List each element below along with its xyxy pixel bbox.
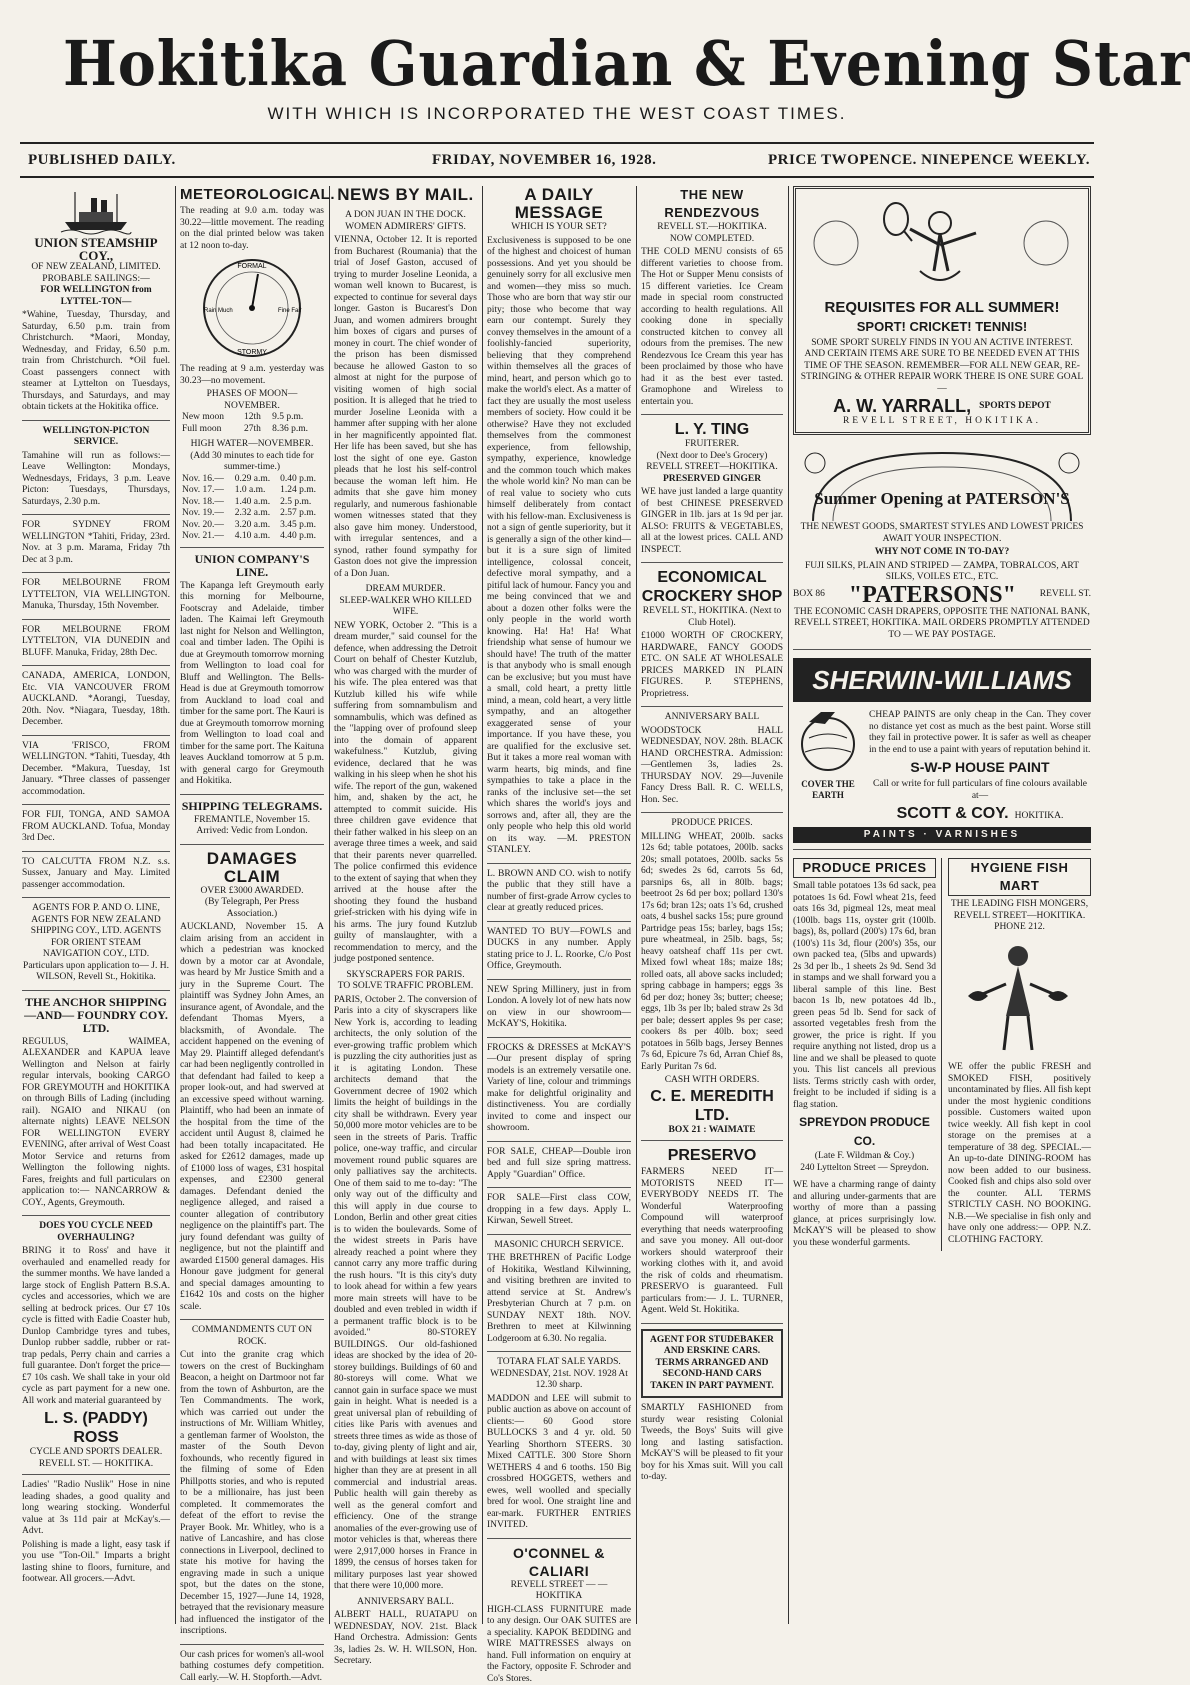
spreydon-sub: (Late F. Wildman & Coy.)	[793, 1151, 936, 1163]
sherwin-williams-footer: PAINTS · VARNISHES	[793, 827, 1091, 843]
patersons-name-row	[793, 586, 1091, 605]
column-1	[22, 186, 170, 1624]
column-5	[641, 186, 783, 1624]
meteorological-text-2: The reading at 9 a.m. yesterday was 30.23—no movement.	[180, 364, 324, 387]
produce-prices-advert	[793, 858, 942, 1251]
dream-heading: DREAM MURDER.	[334, 584, 477, 596]
column-divider	[329, 186, 330, 1624]
wanted-advert: WANTED TO BUY—FOWLS and DUCKS in any number. Apply stating price to J. L. Roorke, C/o Post Office, Greymouth.	[487, 927, 631, 973]
sydney-sailing: FOR SYDNEY FROM WELLINGTON *Tahiti, Friday, 23rd. Nov. at 3 p.m. Marama, Friday 7th Dec at 3 p.m.	[22, 520, 170, 566]
ross-address: CYCLE AND SPORTS DEALER. REVELL ST. — HOKITIKA.	[22, 1447, 170, 1470]
yarrall-depot: SPORTS DEPOT	[979, 401, 1051, 413]
patersons-advert	[793, 443, 1091, 651]
patersons-title: Summer Opening at PATERSON'S	[793, 489, 1091, 508]
anniversary-heading: ANNIVERSARY BALL	[641, 712, 783, 724]
column-divider	[175, 186, 176, 1624]
meredith-name: C. E. MEREDITH LTD.	[641, 1087, 783, 1125]
spreydon-heading: PRODUCE PRICES	[793, 858, 936, 878]
spreydon-address: 240 Lyttelton Street — Spreydon.	[793, 1163, 936, 1175]
union-text: The Kapanga left Greymouth early this morning for Melbourne, Footscray and Adelaide, timber laden. The Kaimai left Greymouth last night for Nelson and Wellington, coal and timber laden. The Opihi is due at Greymouth tomorrow morning from Wellington to load coal for Bluff and Wellington. The Bells-Head is due at Greymouth tomorrow from Auckland to load coal and timber for the same port. The Kauri is due at Greymouth tomorrow morning from Wellington to load coal and timber for the same port. The Kaituna leaves Auckland tomorrow at 5 p.m. with general cargo for Greymouth and Hokitika.	[180, 581, 324, 788]
wellington-heading: FOR WELLINGTON from LYTTEL-TON—	[22, 285, 170, 308]
column-divider	[482, 186, 483, 1624]
meredith-box: BOX 21 : WAIMATE	[641, 1125, 783, 1137]
cycle-heading: DOES YOU CYCLE NEED OVERHAULING?	[22, 1221, 170, 1244]
globe-icon	[795, 708, 861, 774]
undergarments-advert: WE have a charming range of dainty and alluring under-garments that are worthy of more than a passing glance, at prices surprisingly low. McKAY'S will be pleased to show you these wonderful garments.	[793, 1180, 936, 1249]
melbourne-sailing-2: FOR MELBOURNE FROM LYTTELTON, VIA DUNEDIN and BLUFF. Manuka, Friday, 28th Dec.	[22, 625, 170, 660]
cow-sale-advert: FOR SALE—First class COW, dropping in a few days. Apply L. Kirwan, Sewell Street.	[487, 1193, 631, 1228]
table-row	[180, 508, 324, 520]
oconnel-title: O'CONNEL & CALIARI	[487, 1544, 631, 1580]
produce-heading: PRODUCE PRICES.	[641, 818, 783, 830]
picton-text: Tamahine will run as follows:— Leave Wellington: Mondays, Wednesdays, Fridays, 3 p.m. Leave Picton: Tuesdays, Thursdays, Saturdays, 2.30 p.m.	[22, 451, 170, 509]
crockery-text: £1000 WORTH OF CROCKERY, HARDWARE, FANCY GOODS ETC. ON SALE AT WHOLESALE PRICES MARKED IN PLAIN FIGURES. P. STEPHENS, Proprietress.	[641, 631, 783, 700]
yarrall-address: REVELL STREET, HOKITIKA.	[800, 416, 1084, 428]
damages-title: DAMAGES CLAIM	[180, 850, 324, 886]
bathing-advert: Our cash prices for women's all-wool bathing costumes defy competition. Call early.—W. H. Stopforth.—Advt.	[180, 1650, 324, 1685]
preservo-text: FARMERS NEED IT—MOTORISTS NEED IT—EVERYBODY NEEDS IT. The Wonderful Waterproofing Compound will waterproof everything that needs waterproofing and save you money. All out-door workers should waterproof their working clothes with it, and avoid the risk of colds and rheumatism. PRESERVO is guaranteed. Full particulars from:— J. L. TURNER, Agent. Weld St. Hokitika.	[641, 1167, 783, 1317]
hose-advert: Ladies' "Radio Nuslik" Hose in nine leading shades, a good quality and long wearing stocking. Wonderful value at 3s 11d pair at McKay's.—Advt.	[22, 1480, 170, 1538]
masthead	[20, 28, 1094, 128]
table-cell: 0.29 a.m.	[233, 474, 278, 486]
table-row	[180, 424, 324, 436]
patersons-ornament	[793, 443, 1091, 523]
yarrall-name: A. W. YARRALL,	[833, 397, 971, 416]
table-cell: 9.5 p.m.	[270, 412, 324, 424]
usc-title: UNION STEAMSHIP COY.,	[22, 236, 170, 262]
dream-subheading: SLEEP-WALKER WHO KILLED WIFE.	[334, 596, 477, 619]
table-row	[180, 520, 324, 532]
polish-advert: Polishing is made a light, easy task if you use "Ton-Oil." Imparts a bright lasting shine to floors, furniture, and footwear. All grocers.—Advt.	[22, 1540, 170, 1586]
sherwin-williams-text: CHEAP PAINTS are only cheap in the Can. They cover no distance yet cost as much as the best paint. Worse still they fail in protective power. It is safer as well as cheaper in the end to use a paint with years of reputation behind it.	[869, 710, 1091, 756]
column-divider	[636, 186, 637, 1624]
moon-heading: PHASES OF MOON—NOVEMBER.	[180, 389, 324, 412]
dial-right-label: Fine Fair	[278, 308, 302, 314]
spreydon-text: Small table potatoes 13s 6d sack, pea potatoes 1s 6d. Fowl wheat 21s, feed oats 16s 3d, pigmeal 12s, meat meal (100lb. bags 11s, oyster grit (100lb. bags), 8s, pollard (200's) 17s 6d, bran (100's) 11s 3d, flour (200's) 35s, our own packed tea, (5lbs and upwards) 2s 3d per lb., 1 sheets 2s 9d. Send 3d in stamps and we shall forward you a liberal sample of this line. Best bacon 1s lb, new potatoes 4d lb., green peas 5d lb. Send for sack of assorted vegetables fresh from the grower, the price is right. If you require anything not listed, drop us a line and we shall be pleased to quote you. This list cancels all previous lists. Terms strictly cash with order, freight to be included if siding is a flag station.	[793, 881, 936, 1111]
spreydon-name: SPREYDON PRODUCE CO.	[793, 1113, 936, 1151]
daily-message-text: Exclusiveness is supposed to be one of the highest and choicest of human possessions. And yet you should be genuinely sorry for all exclusive men and women—they miss so much. Those who are born that way stir our pity; those who become that way earn our contempt. Surely they convey themselves in the amount of a foolishly-fancied superiority, believing that they comprehend within themselves all the graces of mind, heart, and person which go to make the world's elect. As a matter of fact they are usually the most useless members of society. How could it be otherwise? Have they not excluded themselves from the commonest experience, from fellowship, sympathy, experience, knowledge and the common touch which makes the whole world kin? No man can be of real value to society who cuts himself deliberately from contact with his fellow-man. Exclusiveness is not a sign of gentle superiority, but it is generally a sign of the other kind—but it is a sure sign of limited intelligence, colossal conceit, defective moral sympathy, and a pitiful lack of humour. Fancy you and me being convinced that we and about a dozen other folks were the only people in the world worth knowing. Ha! Ha! Ha! What friendship what sense of humour we should have! The truth of the matter is that anybody who is small enough can be exclusive; but you must have a small, cold heart, a pretty little mind, a mean, cold heart, a very little sympathy, and an altogether exaggerated sense of your importance. If you have these, you are qualified for the exclusive set. But it takes a more real woman with warm hearts, big minds, and fine sympathies to take a place in the ranks of the inclusive set—the set which shares the world's joys and sorrows and, after all, they are the only people who help this old world on its way. —M. PRESTON STANLEY.	[487, 236, 631, 857]
table-row	[180, 474, 324, 486]
skyscrapers-subheading: TO SOLVE TRAFFIC PROBLEM.	[334, 981, 477, 993]
damages-text: AUCKLAND, November 15. A claim arising from an accident in which a pedestrian was knocked down by a motor car at Avondale, was heard by Mr Justice Smith and a jury in the Supreme Court. The plaintiff was Sydney John Ames, an insurance agent, of Avondale, and the defendant Thomas Myers, a blacksmith, of Avondale. The accident happened on the evening of May 29. Plaintiff alleged defendant's car had been negligently controlled in that defendant had failed to keep a proper look-out, and had swerved at an excessive speed without warning. Plaintiff, who had been an inmate of the hospital from the time of the accident until August 8, claimed he had been totally incapacitated. He asked for £2612 damages, made up of £1000 loss of wages, £31 hospital expenses, and £2300 general damages. Defendant denied the negligence alleged, and raised a counter allegation of contributory negligence on the plaintiff's part. The jury found defendant was guilty of negligence, but not the plaintiff and awarded £1500 general damages. His Honour gave judgment for general and special damages amounting to £1642 10s and costs on the higher scale.	[180, 922, 324, 1313]
frisco-sailing: VIA 'FRISCO, FROM WELLINGTON. *Tahiti, Tuesday, 4th December. *Makura, Tuesday, 1st January. *Three classes of passenger accommodation.	[22, 741, 170, 799]
table-row	[180, 412, 324, 424]
skyscrapers-heading: SKYSCRAPERS FOR PARIS.	[334, 970, 477, 982]
sherwin-williams-banner: SHERWIN-WILLIAMS	[793, 658, 1091, 702]
ginger-text: WE have just landed a large quantity of best CHINESE PRESERVED GINGER in 1lb. jars at 1s 9d per jar. ALSO: FRUITS & VEGETABLES, all at the lowest prices. CALL AND INSPECT.	[641, 487, 783, 556]
yarrall-heading: REQUISITES FOR ALL SUMMER!	[800, 298, 1084, 317]
ting-subtitle: FRUITERER.	[641, 439, 783, 451]
crockery-address: REVELL ST., HOKITIKA. (Next to Club Hotel).	[641, 606, 783, 629]
sale-yards-date: WEDNESDAY, 21st. NOV. 1928 At 12.30 sharp.	[487, 1369, 631, 1392]
table-cell: Full moon	[180, 424, 242, 436]
sherwin-williams-advert	[793, 658, 1091, 850]
shipping-agents: AGENTS FOR P. AND O. LINE, AGENTS FOR NEW ZEALAND SHIPPING COY., LTD. AGENTS FOR ORIENT STEAM NAVIGATION COY., LTD. Particulars upon application to— J. H. WILSON, Revell St., Hokitika.	[22, 903, 170, 984]
commandments-title: COMMANDMENTS CUT ON ROCK.	[180, 1325, 324, 1348]
fish-mart-title: HYGIENE FISH MART	[948, 858, 1091, 896]
dial-top-label: FORMAL	[237, 263, 266, 270]
studebaker-agent: AGENT FOR STUDEBAKER AND ERSKINE CARS. TERMS ARRANGED AND SECOND-HAND CARS TAKEN IN PART PAYMENT.	[647, 1335, 777, 1393]
table-cell: 1.40 a.m.	[233, 497, 278, 509]
patersons-why: WHY NOT COME IN TO-DAY?	[793, 547, 1091, 559]
anniversary-text: WOODSTOCK HALL WEDNESDAY, NOV. 28th. BLACK HAND ORCHESTRA. Admission:—Gentlemen 3s, ladies 2s. THURSDAY NOV. 29—Juvenile Fancy Dress Ball. R. C. WELLS, Hon. Sec.	[641, 726, 783, 807]
yarrall-text: SOME SPORT SURELY FINDS IN YOU AN ACTIVE INTEREST. AND CERTAIN ITEMS ARE SURE TO BE NEEDED EVEN AT THIS TIME OF THE SEASON. REMEMBER—FOR ALL NEW GEAR, RE-STRINGING & OTHER REPAIR WORK THERE IS ONE SURE GOAL—	[800, 338, 1084, 396]
damages-subtitle: OVER £3000 AWARDED.	[180, 886, 324, 898]
tennis-player-illustration	[800, 193, 1082, 293]
patersons-name: "PATERSONS"	[849, 586, 1016, 605]
column-divider	[788, 186, 789, 1624]
table-row	[180, 485, 324, 497]
sherwin-williams-call: Call or write for full particulars of fine colours available at—	[869, 779, 1091, 802]
masonic-heading: MASONIC CHURCH SERVICE.	[487, 1240, 631, 1252]
damages-credit: (By Telegraph, Per Press Association.)	[180, 897, 324, 920]
wellington-text: *Wahine, Tuesday, Thursday, and Saturday, 6.50 p.m. train from Christchurch. *Maori, Monday, Wednesday, and Friday, 6.50 p.m. train from Christchurch. *Oil fuel. Coast passengers connect with steamer at Lyttelton on Tuesdays, Thursdays, and Saturdays, and may obtain tickets at the Hokitika office.	[22, 310, 170, 414]
sherwin-williams-body	[793, 708, 1091, 823]
canada-sailing: CANADA, AMERICA, LONDON, Etc. VIA VANCOUVER FROM AUCKLAND. *Aorangi, Tuesday, 20th. Nov. *Niagara, Tuesday, 18th. December.	[22, 671, 170, 729]
table-cell: Nov. 17.—	[180, 485, 233, 497]
table-cell: 1.0 a.m.	[233, 485, 278, 497]
table-cell: Nov. 21.—	[180, 531, 233, 543]
table-cell: 3.20 a.m.	[233, 520, 278, 532]
table-cell: 27th	[242, 424, 270, 436]
fish-mart-text: WE offer the public FRESH and SMOKED FISH, positively uncontaminated by flies. All fish kept under the most hygienic conditions possible. Customers waited upon twice weekly. All fish kept in cool storage on the premises at a temperature of 38 deg. SPECIAL.—An up-to-date DINING-ROOM has now been added to our business. Cooked fish and chips also sold over the counter. ALL TERMS STRICTLY CASH. NO BOOKING. N.B.—We specialise in fish only and have only one address:— OPP. N.Z. CLOTHING FACTORY.	[948, 1062, 1091, 1246]
table-cell: Nov. 18.—	[180, 497, 233, 509]
boys-suits-advert: SMARTLY FASHIONED from sturdy wear resisting Colonial Tweeds, the Boys' Suits will give long and lasting satisfaction. McKAY'S will be pleased to fit your boy for his Xmas suit. Will you call to-day.	[641, 1403, 783, 1484]
news-by-mail-title: NEWS BY MAIL.	[334, 186, 477, 204]
usc-sailings: PROBABLE SAILINGS:—	[22, 274, 170, 286]
patersons-text: THE NEWEST GOODS, SMARTEST STYLES AND LOWEST PRICES AWAIT YOUR INSPECTION.	[793, 522, 1091, 545]
usc-subtitle: OF NEW ZEALAND, LIMITED.	[22, 262, 170, 274]
steamship-icon	[61, 188, 131, 234]
newspaper-subtitle: WITH WHICH IS INCORPORATED THE WEST COAST TIMES.	[20, 104, 1094, 124]
shipping-text: FREMANTLE, November 15. Arrived: Vedic from London.	[180, 815, 324, 838]
don-juan-heading: A DON JUAN IN THE DOCK.	[334, 210, 477, 222]
ting-title: L. Y. TING	[641, 420, 783, 439]
masonic-text: THE BRETHREN of Pacific Lodge of Hokitika, Westland Kilwinning, and visiting brethren are invited to attend service at St. Andrew's Presbyterian Church at 7 p.m. on SUNDAY NEXT 18th. NOV. Brethren to meet at Kilwinning Lodgeroom at 6.30. No regalia.	[487, 1253, 631, 1345]
yarrall-signature	[800, 397, 1084, 416]
ginger-heading: PRESERVED GINGER	[641, 474, 783, 486]
column-6	[793, 186, 1091, 1624]
dateline-rule	[20, 176, 1094, 178]
scott-town: HOKITIKA.	[1015, 811, 1064, 823]
moon-table	[180, 412, 324, 435]
ball-heading: ANNIVERSARY BALL.	[334, 1597, 477, 1609]
sale-yards-text: MADDON and LEE will submit to public auction as above on account of clients:— 60 Good store BULLOCKS 3 and 4 yr. old. 50 Yearling Shorthorn STEERS. 30 Mixed CATTLE. 300 Store Shorn WETHERS 4 and 6 tooths. 150 Big crossbred HOGGETS, wethers and ewes, well woolled and specially bred for wool. One straight line and ear-mark. FURTHER ENTRIES INVITED.	[487, 1394, 631, 1532]
rendezvous-title: THE NEW RENDEZVOUS	[641, 186, 783, 222]
preservo-title: PRESERVO	[641, 1146, 783, 1165]
table-cell: 2.32 a.m.	[233, 508, 278, 520]
column-2	[180, 186, 324, 1624]
skyscrapers-text: PARIS, October 2. The conversion of Paris into a city of skyscrapers like New York is, according to leading architects, the only solution of the ever-growing traffic problem which is puzzling the city authorities just as it is agitating London. These architects demand that the Government decree of 1902 which limits the height of buildings in the city shall be withdrawn. Every year 50,000 more motor vehicles are to be seen in the streets of Paris. Traffic police, one-way traffic, and circular movement round public squares are only palliatives say the architects. One of them said to me to-day: "The only way out of the difficulty and this will apply in due course to London, Berlin and other great cities is to widen the boulevards. Some of the widest streets in Paris have already reached a point where they cannot carry any more traffic during the rush hours. "It is this city's duty to look ahead for within a few years more main streets will have to be doubled and even trebled in width if a permanent traffic block is to be avoided." 80-STOREY BUILDINGS. Our old-fashioned ideas are shocked by the idea of 20-storey buildings. Buildings of 60 and 80-storeys will come. What we cannot gain in surface space we must gain in height. What is needed is a great universal plan of rebuilding of cities like Paris with avenues and streets three times as wide as those of to-day, giving plenty of light and air, and with buildings at least six times higher than they are at present in all commercial and industrial areas. Public health will gain thereby as well as the general comfort and efficiency. One of the strange anomalies of the ever-growing use of motor vehicles is that, whereas there were 2,917,000 horses in France in 1899, the census of horses taken for military purposes last year showed that there were 10,000 more.	[334, 995, 477, 1593]
table-cell: Nov. 16.—	[180, 474, 233, 486]
yarrall-advert	[793, 186, 1091, 435]
dream-text: NEW YORK, October 2. "This is a dream murder," said counsel for the defence, when addressing the Detroit Court on behalf of Chester Kutzlub, who was charged with the murder of his wife. The plea entered was that Kutzlub killed his wife while suffering from somnambulism and somnambulis, which was defined as the "lapping over of profound sleep into the domain of apparent wakefulness." Kutzlub, giving evidence, declared that he was walking in his sleep when he shot his wife. The report of the gun, wakened him, and, shaken by the act, he attempted to commit suicide. His three children gave evidence that their father walked in his sleep on an average three times a week, and said that their parents never quarrelled. The police confirmed this evidence to the extent of saying that when they arrived at the house after the shooting they found the husband grief-stricken with his dying wife in his arms. The jury found Kutzlub guilty of manslaughter, with a recommendation to mercy, and the judge postponed sentence.	[334, 621, 477, 966]
oconnel-address: REVELL STREET — — HOKITIKA	[487, 1580, 631, 1603]
table-row	[180, 531, 324, 543]
produce-text: MILLING WHEAT, 200lb. sacks 12s 6d; table potatoes, 200lb. sacks 20s; small potatoes, 200lb. sacks 5s 6d; swedes 2s 6d, carrots 5s 6d, parsnips 6s, all in 80lb. bags; beetroot 2s 6d per box; pollard 130's 17s 6d; bran 12s; oats 1's 6d, crushed oats, 4 bushel sacks 15s; pure ground Partridge peas 15s; barley, bags 15s; pure wheatmeal, in 25lb. bags, 5s; heavy oatsheaf chaff 11s per cwt. Mixed fowl wheat 18s; maize 18s; rolled oats, all above sacks included; spring cabbage in hampers; eggs 3s 6d per doz; honey 3s; butter; cheese; eggs, 1lb 3s per lb; baled straw 2s 3d per bale; dessert apples 9s per case; cookers 8s per 40lb. box; seed potatoes in 56lb bags, Jersey Bennes 7s 6d, Epicure 7s 6d, Arran Chief 8s, Early Puritan 7s 6d.	[641, 832, 783, 1074]
don-juan-text: VIENNA, October 12. It is reported from Bucharest (Roumania) that the trial of Josef Gaston, accused of trying to murder Joseline Leonida, a woman well known to Bucarest, is expected to continue for several days longer. Gaston is Bucarest's Don Juan, and women admirers brought him boxes of cigars and purses of money in court. The chief wonder of the prison has been dismissed because he allowed Gaston to so almost at night for the purpose of visiting women of high social position. It is alleged that he tried to murder Joseline Leonida with a hammer after supping with her alone in her magnificently appointed flat. Her life has been saved, but she has lost the sight of one eye. Gaston pleads that he lost his self-control because the woman left him. He admits that she gave him money regularly, and numerous fashionable women witnesses stated that they also gave him money. Understood, with irregular sentences, and a synod, rather found sympathy for Gaston does not give the impression of a Don Juan.	[334, 235, 477, 580]
fish-mart-sub: THE LEADING FISH MONGERS, REVELL STREET—HOKITIKA. PHONE 212.	[948, 899, 1091, 934]
dateline-price: PRICE TWOPENCE. NINEPENCE WEEKLY.	[768, 152, 1090, 169]
sale-yards-heading: TOTARA FLAT SALE YARDS.	[487, 1357, 631, 1369]
crockery-title: ECONOMICAL CROCKERY SHOP	[641, 568, 783, 606]
fish-mart-advert	[948, 858, 1091, 1251]
table-cell: 4.10 a.m.	[233, 531, 278, 543]
column-4	[487, 186, 631, 1624]
brown-advert: L. BROWN AND CO. wish to notify the public that they still have a number of first-grade Arrow cycles to clear at greatly reduced prices.	[487, 869, 631, 915]
anchor-text: REGULUS, WAIMEA, ALEXANDER and KAPUA leave Wellington and Nelson at fairly regular intervals, booking CARGO FOR GREYMOUTH and HOKITIKA on through Bills of Lading (including rail). NGAIO and NIKAU (on alternate nights) LEAVE NELSON FOR WELLINGTON EVERY EVENING, after arrival of West Coast Motor Service and returns from Wellington the following nights. Fares, freights and full particulars on application to:— NANCARROW & COY., Agents, Greymouth.	[22, 1037, 170, 1210]
tide-note: (Add 30 minutes to each tide for summer-time.)	[180, 451, 324, 474]
ross-name: L. S. (PADDY) ROSS	[22, 1409, 170, 1447]
table-cell: 2.5 p.m.	[278, 497, 324, 509]
fiji-sailing: FOR FIJI, TONGA, AND SAMOA FROM AUCKLAND. Tofua, Monday 3rd Dec.	[22, 810, 170, 845]
bed-sale-advert: FOR SALE, CHEAP—Double iron bed and full size spring mattress. Apply "Guardian" Office.	[487, 1147, 631, 1182]
meteorological-text-1: The reading at 9.0 a.m. today was 30.22—little movement. The reading on the dial printed below was taken at 12 noon to-day.	[180, 206, 324, 252]
commandments-text: Cut into the granite crag which towers on the crest of Buckingham Beacon, a height on Dartmoor not far from the town of Ashburton, are the Ten Commandments. The work, which was carried out under the instructions of Mr. William Whitley, a gentleman farmer of Woolston, the master of the South Devon foxhounds, who recently figured in the filming of some of Eden Phillpotts stories, and who is reputed to be a millionaire, has just been completed. It commemorates the defeat of the effort to revise the Prayer Book. Mr. Whitley, who is a native of Lancashire, and has close connections in Liverpool, declined to state his motive for having the engraving made in such a unique spot, but the dates on the stone, December 15, 1927—June 14, 1928, betrayed that the revisionary measure had influenced the instigator of the inscriptions.	[180, 1350, 324, 1638]
table-cell: 1.24 p.m.	[278, 485, 324, 497]
patersons-subtext: THE ECONOMIC CASH DRAPERS, OPPOSITE THE NATIONAL BANK, REVELL STREET, HOKITIKA. MAIL ORDERS PROMPTLY ATTENDED TO — WE PAY POSTAGE.	[793, 607, 1091, 642]
table-cell: 8.36 p.m.	[270, 424, 324, 436]
masthead-rule	[20, 142, 1094, 144]
patersons-revell: REVELL ST.	[1040, 589, 1091, 601]
melbourne-sailing-1: FOR MELBOURNE FROM LYTTELTON, VIA WELLINGTON. Manuka, Thursday, 15th November.	[22, 578, 170, 613]
union-title: UNION COMPANY'S LINE.	[180, 553, 324, 579]
millinery-advert: NEW Spring Millinery, just in from London. A lovely lot of new hats now on view in our showroom—McKAY'S, Hokitika.	[487, 985, 631, 1031]
swp-house-paint: S-W-P HOUSE PAINT	[869, 758, 1091, 777]
dateline-published: PUBLISHED DAILY.	[28, 152, 176, 169]
dial-left-label: Rain Much	[204, 308, 233, 314]
ball-text: ALBERT HALL, RUATAPU on WEDNESDAY, NOV. 21st. Black Hand Orchestra. Admission: Gents 3s, ladies 2s. W. H. WILSON, Hon. Secretary.	[334, 1610, 477, 1668]
rendezvous-address: REVELL ST.—HOKITIKA.	[641, 222, 783, 234]
newspaper-title: Hokitika Guardian & Evening Star	[63, 28, 1051, 100]
picton-heading: WELLINGTON-PICTON SERVICE.	[22, 426, 170, 449]
dateline-date: FRIDAY, NOVEMBER 16, 1928.	[432, 152, 656, 169]
column-3	[334, 186, 477, 1624]
calcutta-sailing: TO CALCUTTA FROM N.Z. s.s. Sussex, January and May. Limited passenger accommodation.	[22, 857, 170, 892]
yarrall-sports: SPORT! CRICKET! TENNIS!	[800, 317, 1084, 336]
frocks-advert: FROCKS & DRESSES at McKAY'S—Our present display of spring models is an extremely versatile one. Variety of line, colour and trimmings make for delightful originality and distinctiveness. You are cordially invited to come and inspect our showroom.	[487, 1043, 631, 1135]
patersons-box: BOX 86	[793, 589, 825, 601]
cash-orders: CASH WITH ORDERS.	[641, 1075, 783, 1087]
anchor-title: THE ANCHOR SHIPPING —AND— FOUNDRY COY. LTD.	[22, 996, 170, 1035]
scott-coy: SCOTT & COY.	[897, 804, 1009, 823]
tide-heading: HIGH WATER—NOVEMBER.	[180, 439, 324, 451]
table-cell: Nov. 20.—	[180, 520, 233, 532]
shipping-title: SHIPPING TELEGRAMS.	[180, 800, 324, 813]
rendezvous-text: THE COLD MENU consists of 65 different varieties to choose from. The Hot or Supper Menu consists of 15 different varieties. Ice Cream made in special room constructed according to health regulations. All cooking done in specially constructed kitchen to convey all odours from the premises. The new Rendezvous Ice Cream this year has been proclaimed by those who have had it as the best ever tasted. Gramophone and Wireless to entertain you.	[641, 247, 783, 408]
table-cell: 3.45 p.m.	[278, 520, 324, 532]
rendezvous-completed: NOW COMPLETED.	[641, 234, 783, 246]
fishmonger-illustration	[948, 936, 1088, 1056]
dealer-row	[869, 804, 1091, 823]
oconnel-text: HIGH-CLASS FURNITURE made to any design. Our OAK SUITES are a speciality. KAPOK BEDDING and WIRE MATTRESSES always on hand. Full information on enquiry at the Factory, opposite F. Schroder and Co's Stores.	[487, 1605, 631, 1685]
table-cell: 12th	[242, 412, 270, 424]
ting-address: (Next door to Dee's Grocery) REVELL STREET—HOKITIKA.	[641, 451, 783, 474]
table-cell: 0.40 p.m.	[278, 474, 324, 486]
sherwin-williams-text-block	[869, 708, 1091, 823]
cover-the-earth-logo	[793, 708, 863, 823]
cover-the-earth-text: COVER THE EARTH	[793, 779, 863, 802]
daily-message-title: A DAILY MESSAGE	[487, 186, 631, 222]
patersons-items: FUJI SILKS, PLAIN AND STRIPED — ZAMPA, TOBRALCOS, ART SILKS, VOILES ETC., ETC.	[793, 561, 1091, 584]
table-cell: Nov. 19.—	[180, 508, 233, 520]
meteorological-title: METEOROLOGICAL.	[180, 186, 324, 204]
barometer-dial	[192, 256, 312, 360]
tide-table	[180, 474, 324, 543]
table-cell: New moon	[180, 412, 242, 424]
dial-bottom-label: STORMY	[237, 349, 267, 356]
don-juan-subheading: WOMEN ADMIRERS' GIFTS.	[334, 222, 477, 234]
column-6-bottom	[793, 858, 1091, 1251]
table-cell: 2.57 p.m.	[278, 508, 324, 520]
table-cell: 4.40 p.m.	[278, 531, 324, 543]
cycle-text: BRING it to Ross' and have it overhauled and enamelled ready for the summer months. We have landed a large stock of English Pattern B.S.A. cycles and accessories, which we are selling at bedrock prices. Our £7 10s cycle is fitted with Eadie Coaster hub, Dunlop Cambridge tyres and tubes, Dunlop rubber saddle, rubber or rat-trap pedals, Perry chain and carries a full guarantee. Don't forget the price—£7 10s cash. We shall take in your old cycle as part payment for a new one. All work and material guaranteed by	[22, 1246, 170, 1407]
daily-message-subtitle: WHICH IS YOUR SET?	[487, 222, 631, 234]
table-row	[180, 497, 324, 509]
